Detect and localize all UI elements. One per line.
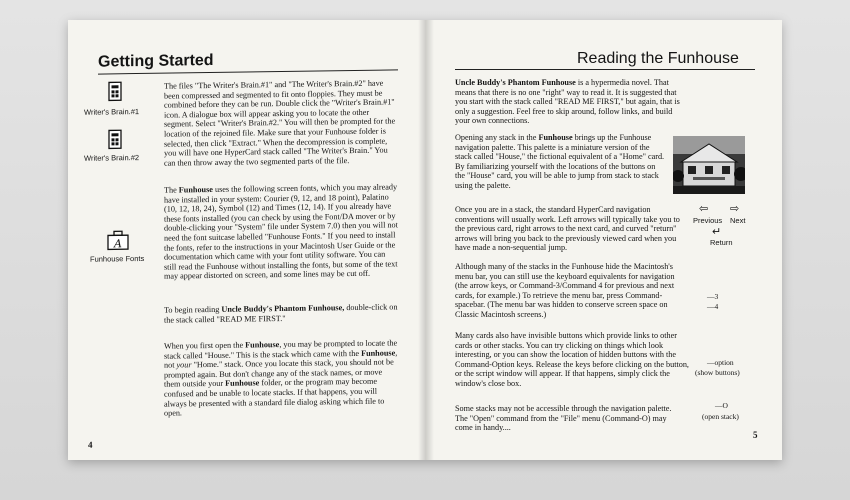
key-command-4: —4: [707, 302, 719, 311]
right-page: [425, 20, 782, 460]
left-arrow-icon: ⇦: [699, 203, 709, 215]
right-page-number: 5: [753, 430, 758, 440]
key-command-3: —3: [707, 292, 719, 301]
right-paragraph-4: Although many of the stacks in the Funhouse hide the Macintosh's menu bar, you can still use the keyboard equivalents for navigation (the arrow keys, or Command-3/Command 4 for previous and next cards, for example.) To retrieve the menu bar, press Command-spacebar. (The menu bar was hidden to conserve screen space on Classic Macintosh screens.): [455, 262, 675, 319]
font-suitcase-icon: [106, 229, 130, 251]
right-paragraph-6: Some stacks may not be accessible through the navigation palette. The "Open" command from the "File" menu (Command-O) may come in handy....: [455, 404, 672, 433]
right-paragraph-3: Once you are in a stack, the standard HyperCard navigation conventions will usually work. Left arrows will typically take you to the previous card, right arrows to the next card, and curved "return" arrows will bring you back to the previously viewed card when you have made a non-sequential jump.: [455, 205, 680, 253]
key-o-description: (open stack): [702, 412, 739, 421]
nav-label-previous: Previous: [693, 216, 723, 225]
house-illustration: [673, 136, 745, 194]
nav-label-return: Return: [710, 238, 733, 247]
nav-label-next: Next: [730, 216, 746, 225]
right-paragraph-2: Opening any stack in the Funhouse brings up the Funhouse navigation palette. This palette is a miniature version of the stack called "House," the fictional equivalent of a "Home" card. By familiarizing yourself with the locations of the buttons on the "House" card, you will be able to jump from stack to stack using the palette.: [455, 133, 665, 190]
return-arrow-icon: ↵: [712, 226, 722, 238]
right-paragraph-1: Uncle Buddy's Phantom Funhouse is a hypermedia novel. That means that there is no one "right" way to read it. It is suggested that you start with the stack called "READ ME FIRST," but again, that is only a suggestion. Feel free to skip around, follow links, and build your own connections.: [455, 78, 680, 126]
open-booklet: [68, 20, 782, 460]
right-arrow-icon: ⇨: [730, 203, 740, 215]
right-heading-rule: [455, 69, 755, 70]
left-paragraph-2: The Funhouse uses the following screen fonts, which you may already have installed in your system: Courier (9, 12, and 18 point), Palatino (10, 12, 18, 24), Symbol (12) and Times (12, 14). If you already have these fonts installed (you can check by using the Font/DA mover or by double-clicking your "System" file under System 7.0) then you will not need the font suitcase labelled "Funhouse Fonts." If you need to install the fonts, refer to the instructions in your Macintosh User Guide or the documentation which came with your font utility software. You can still read the Funhouse without installing the fonts, but some of the text may appear distorted on screen, and some lines may be cut off.: [164, 182, 398, 282]
key-option-description: (show buttons): [695, 368, 740, 377]
left-paragraph-1: The files "The Writer's Brain.#1" and "The Writer's Brain.#2" have been compressed and segmented to fit onto floppies. They must be combined before they can be run. Double click the "Writer's Brain.#1" icon. A dialogue box will appear asking you to locate the other segment. Select "Writer's Brain.#2." You will then be prompted for the location of the rejoined file. Make sure that your Funhouse folder is selected, then click "Extract." When the decompression is complete, you will have one HyperCard stack called "The Writer's Brain." You can then throw away the two segmented parts of the file.: [164, 78, 396, 168]
svg-text:A: A: [114, 237, 122, 251]
icon-label-funhouse-fonts: Funhouse Fonts: [90, 253, 145, 264]
key-command-o: —O: [715, 401, 728, 410]
icon-label-writers-brain-1: Writer's Brain.#1: [84, 107, 140, 117]
left-paragraph-3: To begin reading Uncle Buddy's Phantom Funhouse, double-click on the stack called "READ ME FIRST.": [164, 302, 398, 325]
left-page-number: 4: [88, 439, 93, 450]
key-command-option: —option: [707, 358, 734, 367]
left-paragraph-4: When you first open the Funhouse, you may be prompted to locate the stack called "House." This is the stack which came with the Funhouse, not your "Home." stack. Once you locate this stack, you should not be prompted again. But don't change any of the stack names, or move them outside your Funhouse folder, or the program may become confused and be unable to locate stacks. If that happens, you will always be presented with a standard file dialog asking which file to open.: [164, 338, 398, 418]
right-page-heading: Reading the Funhouse: [577, 50, 739, 67]
left-page: [68, 15, 425, 460]
file-icon: [104, 81, 126, 103]
left-page-heading: Getting Started: [98, 51, 214, 71]
icon-label-writers-brain-2: Writer's Brain.#2: [84, 153, 140, 163]
right-paragraph-5: Many cards also have invisible buttons which provide links to other cards or other stacks. You can try clicking on things which look interesting, or you can show the location of hidden buttons with the Command-Option keys. Release the keys before clicking on the button, or the script window will appear. If that happens, simply click the window's close box.: [455, 331, 689, 388]
file-icon: [104, 129, 126, 151]
